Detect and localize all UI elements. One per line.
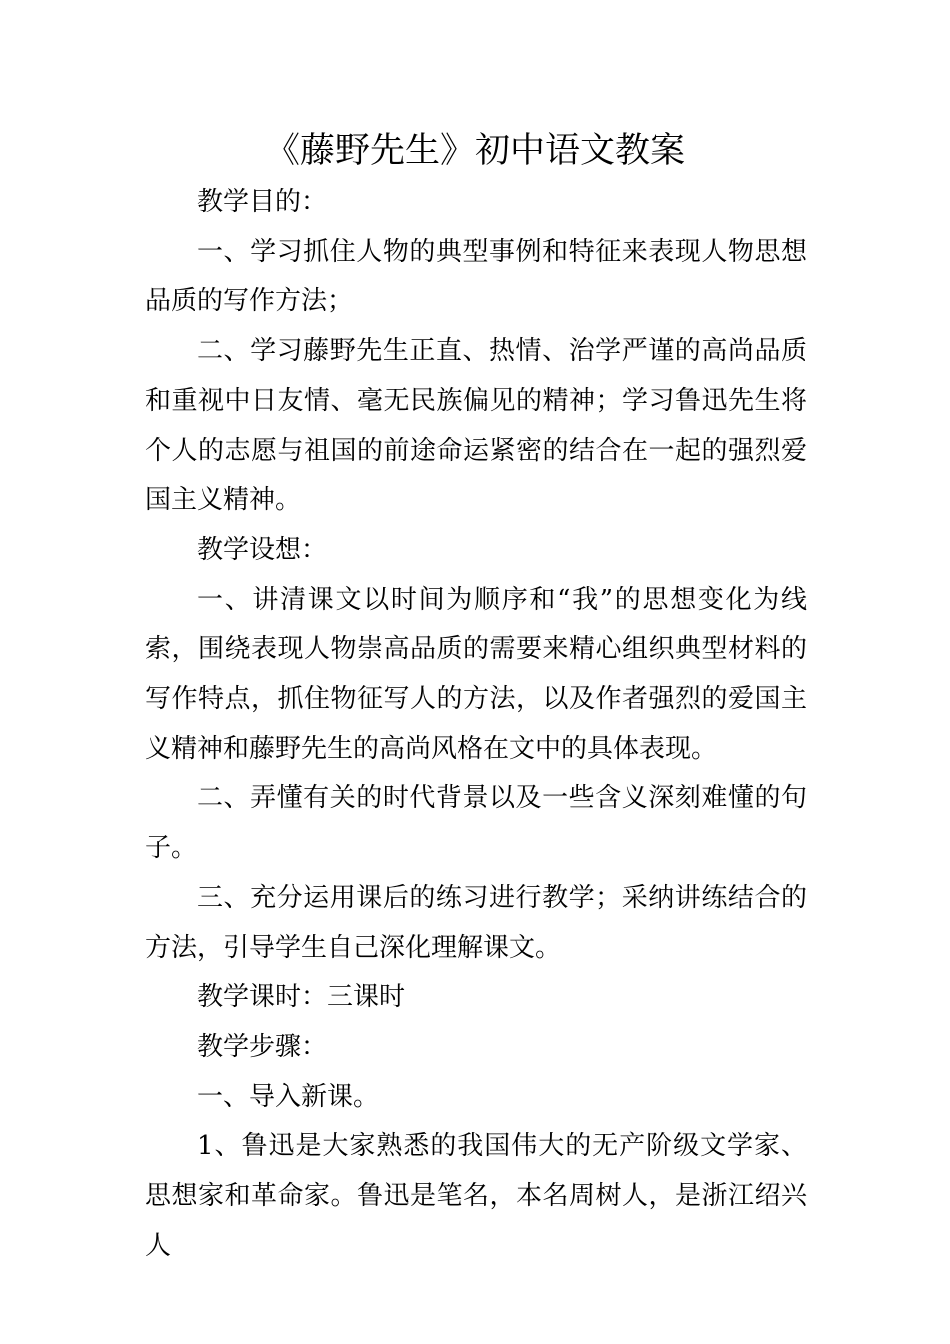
plan-paragraph-2: 二、弄懂有关的时代背景以及一些含义深刻难懂的句子。: [145, 783, 807, 864]
goal-paragraph-1: 一、学习抓住人物的典型事例和特征来表现人物思想品质的写作方法；: [145, 236, 807, 317]
heading-teaching-plan: 教学设想：: [197, 534, 328, 565]
heading-teaching-goals: 教学目的：: [197, 187, 328, 217]
document-body: [145, 178, 807, 1271]
document-title: 《藤野先生》初中语文教案: [264, 131, 685, 171]
step-heading-1: 一、导入新课。: [197, 1081, 380, 1112]
heading-teaching-steps: 教学步骤：: [197, 1031, 328, 1062]
step-paragraph-1: 1、鲁迅是大家熟悉的我国伟大的无产阶级文学家、思想家和革命家。鲁迅是笔名，本名周树人，是浙江绍兴人: [145, 1131, 807, 1261]
plan-paragraph-1: 一、讲清课文以时间为顺序和“我”的思想变化为线索，围绕表现人物崇高品质的需要来精心组织典型材料的写作特点，抓住物征写人的方法，以及作者强烈的爱国主义精神和藤野先生的高尚风格在文中的具体表现。: [145, 584, 807, 764]
plan-paragraph-3: 三、充分运用课后的练习进行教学；采纳讲练结合的方法，引导学生自己深化理解课文。: [145, 882, 807, 963]
goal-paragraph-2: 二、学习藤野先生正直、热情、治学严谨的高尚品质和重视中日友情、毫无民族偏见的精神；学习鲁迅先生将个人的志愿与祖国的前途命运紧密的结合在一起的强烈爱国主义精神。: [145, 336, 807, 516]
class-hours-line: 教学课时：三课时: [197, 982, 406, 1013]
